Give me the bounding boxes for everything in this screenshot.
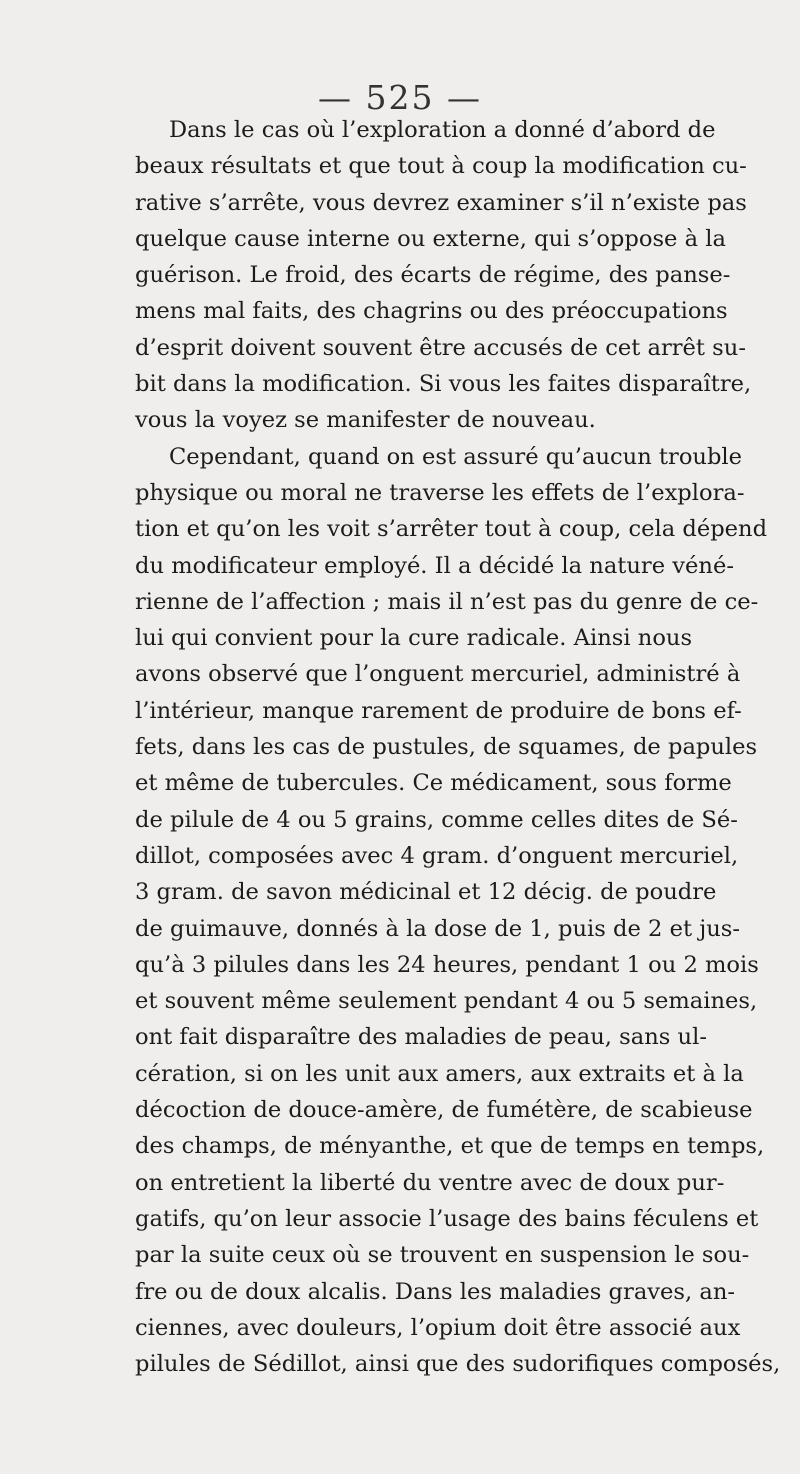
body-text: [135, 112, 781, 1382]
text-line: tion et qu’on les voit s’arrêter tout à coup, cela dépend: [135, 516, 768, 543]
text-line: et souvent même seulement pendant 4 ou 5 semaines,: [135, 988, 758, 1015]
text-line: par la suite ceux où se trouvent en suspension le sou-: [135, 1242, 750, 1269]
text-line: avons observé que l’onguent mercuriel, administré à: [135, 661, 741, 688]
text-line: on entretient la liberté du ventre avec de doux pur-: [135, 1169, 725, 1196]
text-line: et même de tubercules. Ce médicament, sous forme: [135, 770, 732, 797]
text-line: fets, dans les cas de pustules, de squames, de papules: [135, 734, 758, 761]
text-line: qu’à 3 pilules dans les 24 heures, pendant 1 ou 2 mois: [135, 951, 759, 978]
text-line: rative s’arrête, vous devrez examiner s’il n’existe pas: [135, 189, 747, 216]
text-line: dillot, composées avec 4 gram. d’onguent mercuriel,: [135, 842, 739, 869]
text-line: mens mal faits, des chagrins ou des préoccupations: [135, 298, 728, 325]
text-line: pilules de Sédillot, ainsi que des sudorifiques composés,: [135, 1351, 781, 1378]
text-line: beaux résultats et que tout à coup la modification cu-: [135, 153, 747, 180]
text-line: Dans le cas où l’exploration a donné d’abord de: [169, 117, 716, 143]
text-line: bit dans la modification. Si vous les faites disparaître,: [135, 371, 752, 398]
text-line: l’intérieur, manque rarement de produire de bons ef-: [135, 697, 742, 724]
text-line: fre ou de doux alcalis. Dans les maladies graves, an-: [135, 1278, 736, 1305]
page-number: — 525 —: [318, 78, 482, 117]
text-line: rienne de l’affection ; mais il n’est pas du genre de ce-: [135, 588, 759, 615]
text-line: d’esprit doivent souvent être accusés de cet arrêt su-: [135, 334, 746, 361]
text-line: ciennes, avec douleurs, l’opium doit être associé aux: [135, 1314, 741, 1341]
text-line: décoction de douce-amère, de fumétère, de scabieuse: [135, 1097, 753, 1124]
text-line: cération, si on les unit aux amers, aux extraits et à la: [135, 1060, 744, 1087]
text-line: 3 gram. de savon médicinal et 12 décig. de poudre: [135, 879, 717, 906]
text-line: de guimauve, donnés à la dose de 1, puis de 2 et jus-: [135, 915, 741, 942]
text-line: physique ou moral ne traverse les effets de l’explora-: [135, 479, 745, 506]
text-line: de pilule de 4 ou 5 grains, comme celles dites de Sé-: [135, 806, 738, 833]
text-line: quelque cause interne ou externe, qui s’oppose à la: [135, 225, 726, 252]
text-line: des champs, de ményanthe, et que de temps en temps,: [135, 1133, 765, 1160]
paragraph: [135, 112, 752, 439]
text-line: du modificateur employé. Il a décidé la nature véné-: [135, 552, 734, 579]
text-line: Cependant, quand on est assuré qu’aucun trouble: [169, 443, 743, 470]
text-line: vous la voyez se manifester de nouveau.: [135, 407, 596, 434]
text-line: lui qui convient pour la cure radicale. Ainsi nous: [135, 625, 693, 652]
text-line: guérison. Le froid, des écarts de régime, des panse-: [135, 262, 731, 289]
text-line: gatifs, qu’on leur associe l’usage des bains féculens et: [135, 1205, 759, 1232]
paragraph: [135, 439, 781, 1383]
text-line: ont fait disparaître des maladies de peau, sans ul-: [135, 1024, 707, 1051]
